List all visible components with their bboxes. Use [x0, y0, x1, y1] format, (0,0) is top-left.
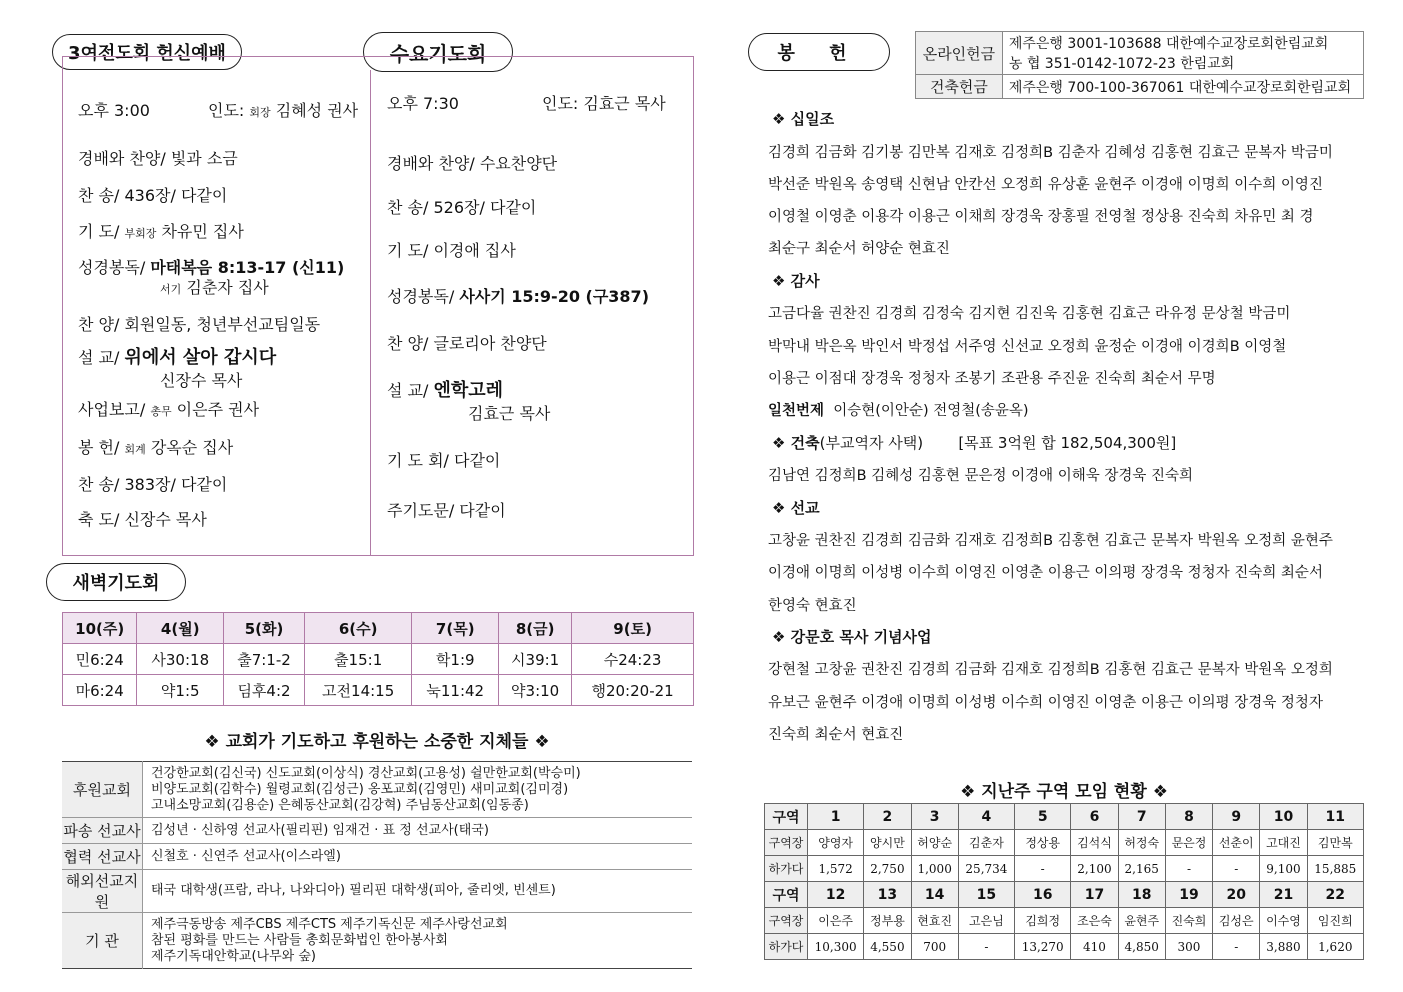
mission-line: 고창윤 권찬진 김경희 김금화 김재호 김정희B 김홍현 김효근 문복자 박원옥 오정희 윤현주 [768, 533, 1333, 549]
yeobae-leader: 인도: 회장 김혜성 권사 [208, 101, 359, 120]
dawn-scripture-cell: 마6:24 [63, 675, 137, 706]
zone-number: 7 [1118, 804, 1165, 830]
dawn-scripture-cell: 약1:5 [137, 675, 224, 706]
yeobae-report: 사업보고/ 총무 이은주 권사 [78, 400, 260, 419]
zone-leader: 김춘자 [958, 830, 1014, 856]
support-row [62, 818, 692, 844]
online-label: 온라인헌금 [916, 32, 1003, 75]
zone-amount: 1,572 [808, 856, 864, 882]
dawn-scripture-cell: 딤후4:2 [224, 675, 305, 706]
zone-number: 3 [911, 804, 958, 830]
zone-amount: 25,734 [958, 856, 1014, 882]
support-category: 기 관 [62, 913, 143, 969]
dawn-day-header: 7(목) [412, 613, 499, 644]
dawn-scripture-cell: 학1:9 [412, 644, 499, 675]
dawn-title: 새벽기도회 [46, 563, 186, 601]
zone-leader: 진숙희 [1165, 908, 1212, 934]
dawn-day-header: 5(화) [224, 613, 305, 644]
mission-line: 이경애 이명희 이성병 이수희 이영진 이영춘 이용근 이의평 장경욱 정청자 진숙희 최순서 [768, 565, 1323, 581]
zone-number: 22 [1307, 882, 1363, 908]
zone-row-label: 구역 [765, 804, 808, 830]
zone-amount: 2,100 [1071, 856, 1118, 882]
zone-leader: 김희정 [1015, 908, 1071, 934]
zone-number: 20 [1213, 882, 1260, 908]
suyo-prayer-meeting: 기 도 회/ 다같이 [387, 451, 501, 470]
zone-number: 2 [864, 804, 911, 830]
support-entry-line: 비양도교회(김학수) 월령교회(김성근) 옹포교회(김영민) 새미교회(김미경) [151, 781, 569, 797]
memorial-heading: ❖ 강문호 목사 기념사업 [772, 628, 932, 646]
suyo-leader: 인도: 김효근 목사 [542, 94, 666, 113]
support-entries [143, 870, 693, 913]
support-row [62, 870, 692, 913]
dawn-scripture-cell: 사30:18 [137, 644, 224, 675]
zone-amount: 4,850 [1118, 934, 1165, 960]
firstborn-line: 일천번제 이승현(이안순) 전영철(송윤옥) [768, 403, 1029, 419]
dawn-scripture-cell: 민6:24 [63, 644, 137, 675]
support-entry-line: 신철호 · 신연주 선교사(이스라엘) [151, 848, 341, 864]
support-row [62, 913, 692, 969]
zone-amount: 9,100 [1260, 856, 1307, 882]
yeobae-sermon: 설 교/ 위에서 살아 갑시다 [78, 347, 277, 368]
zone-amount: 2,165 [1118, 856, 1165, 882]
zone-leader: 김성은 [1213, 908, 1260, 934]
building-names: 김남연 김정희B 김혜성 김홍현 문은정 이경애 이해욱 장경욱 진숙희 [768, 468, 1194, 484]
support-table [62, 761, 692, 969]
dawn-day-header: 8(금) [499, 613, 572, 644]
support-row [62, 844, 692, 870]
zone-amount: 10,300 [808, 934, 864, 960]
yeobae-prayer: 기 도/ 부회장 차유민 집사 [78, 222, 244, 241]
dawn-scripture-cell: 약3:10 [499, 675, 572, 706]
dawn-scripture-cell: 수24:23 [572, 644, 694, 675]
zone-leader: 양영자 [808, 830, 864, 856]
zone-amount: 2,750 [864, 856, 911, 882]
zone-amount: 700 [911, 934, 958, 960]
building-heading: ❖ 건축(부교역자 사택) [목표 3억원 합 182,504,300원] [772, 434, 1177, 452]
yeobae-bible-reader: 서기 김춘자 집사 [160, 278, 269, 297]
dawn-scripture-cell: 행20:20-21 [572, 675, 694, 706]
dawn-scripture-cell: 눅11:42 [412, 675, 499, 706]
suyo-lords-prayer: 주기도문/ 다같이 [387, 501, 506, 520]
zone-amount: - [1213, 856, 1260, 882]
zone-amount: 1,000 [911, 856, 958, 882]
support-category: 후원교회 [62, 762, 143, 818]
zone-amount: - [1165, 856, 1212, 882]
memorial-line: 진숙희 최순서 현효진 [768, 727, 904, 743]
zone-leader: 김만복 [1307, 830, 1363, 856]
zone-leader: 현효진 [911, 908, 958, 934]
zone-number: 18 [1118, 882, 1165, 908]
zone-leader: 정상용 [1015, 830, 1071, 856]
support-category: 해외선교지원 [62, 870, 143, 913]
zone-leader: 허양순 [911, 830, 958, 856]
zone-amount: 4,550 [864, 934, 911, 960]
zone-leader: 고은님 [958, 908, 1014, 934]
zone-number: 10 [1260, 804, 1307, 830]
suyo-title: 수요기도회 [363, 32, 513, 72]
zone-leader: 허정숙 [1118, 830, 1165, 856]
zone-leader: 양시만 [864, 830, 911, 856]
suyo-praise: 경배와 찬양/ 수요찬양단 [387, 154, 558, 173]
tithe-line: 박선준 박원옥 송영택 신현남 안칸선 오정희 유상훈 윤현주 이경애 이명희 이수희 이영진 [768, 177, 1323, 193]
zone-row-label: 구역장 [765, 908, 808, 934]
zone-leader: 문은정 [1165, 830, 1212, 856]
zone-number: 11 [1307, 804, 1363, 830]
support-entry-line: 제주극동방송 제주CBS 제주CTS 제주기독신문 제주사랑선교회 [151, 916, 508, 932]
zone-row-label: 구역장 [765, 830, 808, 856]
zone-amount: 3,880 [1260, 934, 1307, 960]
support-entries [143, 762, 693, 818]
support-entry-line: 참된 평화를 만드는 사람들 총회문화법인 한아봉사회 [151, 932, 448, 948]
online-offering-table [915, 31, 1364, 99]
zone-amount: - [1213, 934, 1260, 960]
support-title: ❖ 교회가 기도하고 후원하는 소중한 지체들 ❖ [204, 732, 550, 752]
thanks-line: 박막내 박은옥 박인서 박정섭 서주영 신선교 오정희 윤정순 이경애 이경희B 이영철 [768, 339, 1287, 355]
support-entry-line: 건강한교회(김신국) 신도교회(이상식) 경산교회(고용성) 쉴만한교회(박승미) [151, 765, 581, 781]
support-category: 파송 선교사 [62, 818, 143, 844]
dawn-scripture-cell: 시39:1 [499, 644, 572, 675]
zone-number: 15 [958, 882, 1014, 908]
tithe-line: 이영철 이영춘 이용각 이용근 이채희 장경욱 장홍필 전영철 정상용 진숙희 차유민 최 경 [768, 209, 1314, 225]
suyo-sermon: 설 교/ 엔학고레 [387, 380, 504, 401]
zone-amount: 13,270 [1015, 934, 1071, 960]
zone-leader: 이은주 [808, 908, 864, 934]
zone-table [764, 803, 1364, 960]
support-entry-line: 고내소망교회(김용순) 은혜동산교회(김강혁) 주님동산교회(임동종) [151, 797, 529, 813]
suyo-prayer: 기 도/ 이경애 집사 [387, 241, 516, 260]
service-divider [370, 70, 371, 556]
support-entry-line: 태국 대학생(프람, 라나, 나와디아) 필리핀 대학생(피아, 줄리엣, 빈센트) [151, 883, 556, 898]
zone-amount: 1,620 [1307, 934, 1363, 960]
support-entries [143, 913, 693, 969]
thanks-heading: ❖ 감사 [772, 272, 820, 290]
zone-leader: 윤현주 [1118, 908, 1165, 934]
zone-number: 21 [1260, 882, 1307, 908]
thanks-line: 고금다율 권찬진 김경희 김정숙 김지현 김진욱 김홍현 김효근 라유정 문상철 박금미 [768, 306, 1291, 322]
zone-row-label: 하가다 [765, 856, 808, 882]
zone-number: 12 [808, 882, 864, 908]
zone-amount: 15,885 [1307, 856, 1363, 882]
zone-number: 5 [1015, 804, 1071, 830]
support-entry-line: 김성년 · 신하영 선교사(필리핀) 임재건 · 표 정 선교사(태국) [151, 822, 489, 838]
dawn-day-header: 6(수) [304, 613, 411, 644]
zone-number: 4 [958, 804, 1014, 830]
dawn-scripture-cell: 출15:1 [304, 644, 411, 675]
suyo-anthem: 찬 양/ 글로리아 찬양단 [387, 334, 547, 353]
suyo-hymn: 찬 송/ 526장/ 다같이 [387, 198, 537, 217]
zone-number: 19 [1165, 882, 1212, 908]
yeobae-sermon-preacher: 신장수 목사 [160, 371, 243, 390]
support-row [62, 762, 692, 818]
support-entries [143, 818, 693, 844]
dawn-day-header: 4(월) [137, 613, 224, 644]
zone-title: ❖ 지난주 구역 모임 현황 ❖ [960, 782, 1168, 802]
zone-number: 13 [864, 882, 911, 908]
zone-leader: 이수영 [1260, 908, 1307, 934]
suyo-bible: 성경봉독/ 사사기 15:9-20 (구387) [387, 287, 650, 306]
mission-line: 한영숙 현효진 [768, 598, 857, 614]
zone-amount: - [958, 934, 1014, 960]
yeobae-bible: 성경봉독/ 마태복음 8:13-17 (신11) [78, 258, 345, 277]
memorial-line: 유보근 윤현주 이경애 이명희 이성병 이수희 이영진 이영춘 이용근 이의평 장경욱 정청자 [768, 695, 1323, 711]
zone-leader: 고대진 [1260, 830, 1307, 856]
yeobae-praise: 경배와 찬양/ 빛과 소금 [78, 149, 238, 168]
yeobae-time: 오후 3:00 [78, 101, 150, 120]
zone-leader: 임진희 [1307, 908, 1363, 934]
dawn-scripture-cell: 고전14:15 [304, 675, 411, 706]
building-account: 제주은행 700-100-367061 대한예수교장로회한림교회 [1002, 75, 1363, 99]
zone-number: 14 [911, 882, 958, 908]
support-entry-line: 제주기독대안학교(나무와 숲) [151, 948, 316, 964]
support-entries [143, 844, 693, 870]
dawn-day-header: 10(주) [63, 613, 137, 644]
zone-number: 1 [808, 804, 864, 830]
tithe-heading: ❖ 십일조 [772, 110, 835, 128]
zone-leader: 선춘이 [1213, 830, 1260, 856]
zone-number: 8 [1165, 804, 1212, 830]
building-label: 건축헌금 [916, 75, 1003, 99]
support-category: 협력 선교사 [62, 844, 143, 870]
online-accounts: 제주은행 3001-103688 대한예수교장로회한림교회 농 협 351-0142-1072-23 한림교회 [1002, 32, 1363, 75]
memorial-line: 강현철 고창윤 권찬진 김경희 김금화 김재호 김정희B 김홍현 김효근 문복자 박원옥 오정희 [768, 662, 1333, 678]
yeobae-anthem: 찬 양/ 회원일동, 청년부선교팀일동 [78, 315, 321, 334]
zone-amount: 300 [1165, 934, 1212, 960]
dawn-scripture-cell: 출7:1-2 [224, 644, 305, 675]
thanks-line: 이용근 이점대 장경욱 정청자 조봉기 조관용 주진윤 진숙희 최순서 무명 [768, 371, 1216, 387]
zone-leader: 조은숙 [1071, 908, 1118, 934]
dawn-day-header: 9(토) [572, 613, 694, 644]
zone-number: 6 [1071, 804, 1118, 830]
yeobae-hymn2: 찬 송/ 383장/ 다같이 [78, 475, 228, 494]
tithe-line: 김경희 김금화 김기봉 김만복 김재호 김정희B 김춘자 김혜성 김홍현 김효근 문복자 박금미 [768, 145, 1333, 161]
zone-row-label: 하가다 [765, 934, 808, 960]
yeobae-bless: 축 도/ 신장수 목사 [78, 510, 207, 529]
yeobae-offering: 봉 헌/ 회계 강옥순 집사 [78, 438, 234, 457]
zone-number: 17 [1071, 882, 1118, 908]
suyo-time: 오후 7:30 [387, 94, 459, 113]
dawn-table [62, 612, 694, 706]
zone-leader: 정부용 [864, 908, 911, 934]
offering-title: 봉 헌 [748, 33, 890, 71]
mission-heading: ❖ 선교 [772, 499, 820, 517]
zone-amount: - [1015, 856, 1071, 882]
yeobae-title: 3여전도회 헌신예배 [52, 34, 242, 70]
tithe-line: 최순구 최순서 허양순 현효진 [768, 241, 950, 257]
zone-leader: 김석식 [1071, 830, 1118, 856]
zone-number: 9 [1213, 804, 1260, 830]
zone-row-label: 구역 [765, 882, 808, 908]
zone-number: 16 [1015, 882, 1071, 908]
suyo-sermon-preacher: 김효근 목사 [468, 404, 551, 423]
zone-amount: 410 [1071, 934, 1118, 960]
yeobae-hymn1: 찬 송/ 436장/ 다같이 [78, 186, 228, 205]
